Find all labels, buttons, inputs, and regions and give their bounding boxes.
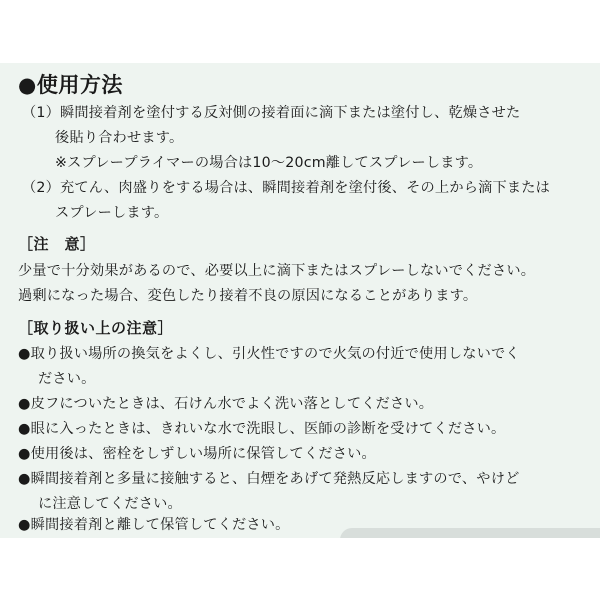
handling-line-6: ●瞬間接着剤と多量に接触すると、白煙をあげて発熱反応しますので、やけど [18, 471, 520, 487]
handling-line-8: ●瞬間接着剤と離して保管してください。 [18, 517, 290, 533]
handling-title: ［取り扱い上の注意］ [18, 319, 174, 337]
section-heading: ●使用方法 [18, 73, 123, 97]
page-bottom-margin [0, 538, 600, 600]
caution-line-1: 少量で十分効果があるので、必要以上に滴下またはスプレーしないでください。 [18, 263, 536, 279]
handling-line-1: ●取り扱い場所の換気をよくし、引火性ですので火気の付近で使用しないでく [18, 346, 520, 362]
step-1-line-2: 後貼り合わせます。 [55, 130, 184, 146]
step-1-note: ※スプレープライマーの場合は10～20cm離してスプレーします。 [55, 155, 483, 171]
step-1-line-1: （1）瞬間接着剤を塗付する反対側の接着面に滴下または塗付し、乾燥させた [22, 105, 521, 121]
handling-line-7: に注意してください。 [38, 496, 182, 512]
instructions-panel [0, 63, 600, 538]
caution-title: ［注 意］ [18, 235, 96, 253]
handling-line-2: ださい。 [38, 371, 96, 387]
step-2-line-1: （2）充てん、肉盛りをする場合は、瞬間接着剤を塗付後、その上から滴下または [22, 180, 551, 196]
handling-line-4: ●眼に入ったときは、きれいな水で洗眼し、医師の診断を受けてください。 [18, 421, 506, 437]
step-2-line-2: スプレーします。 [55, 205, 169, 221]
handling-line-5: ●使用後は、密栓をしずしい場所に保管してください。 [18, 446, 376, 462]
handling-line-3: ●皮フについたときは、石けん水でよく洗い落としてください。 [18, 396, 434, 412]
caution-line-2: 過剰になった場合、変色したり接着不良の原因になることがあります。 [18, 288, 478, 304]
